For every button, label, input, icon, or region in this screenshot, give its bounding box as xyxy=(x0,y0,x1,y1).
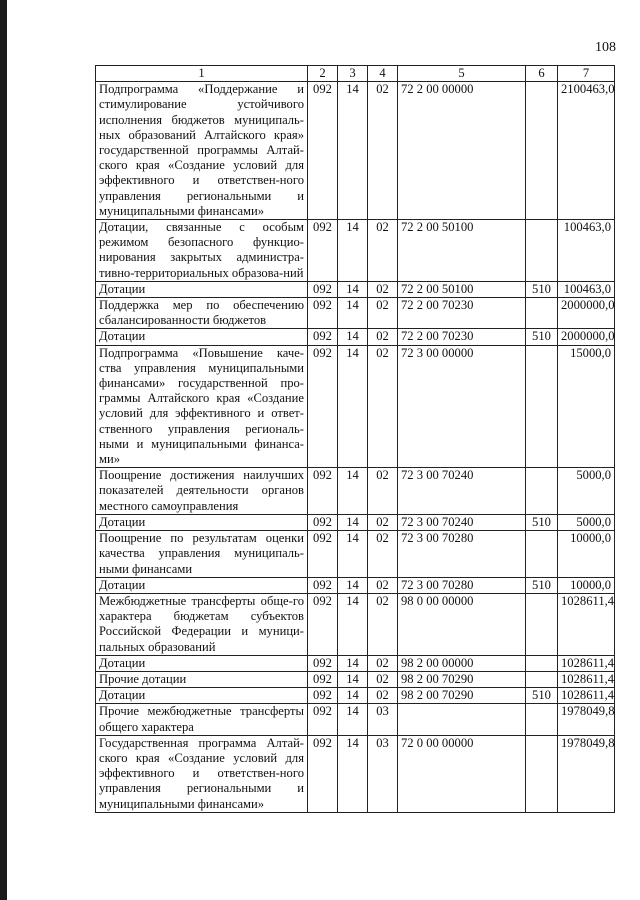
subsection-code: 03 xyxy=(368,704,398,735)
item-name: Прочие межбюджетные трансферты общего характера xyxy=(96,704,308,735)
subsection-code: 02 xyxy=(368,514,398,530)
subsection-code: 02 xyxy=(368,531,398,578)
section-code: 14 xyxy=(338,704,368,735)
page-number: 108 xyxy=(595,40,616,55)
expense-type-code xyxy=(526,593,558,655)
item-name: Дотации xyxy=(96,514,308,530)
ministry-code: 092 xyxy=(308,688,338,704)
target-code: 72 0 00 00000 xyxy=(398,735,526,812)
ministry-code: 092 xyxy=(308,514,338,530)
amount: 1028611,4 xyxy=(558,655,615,671)
subsection-code: 02 xyxy=(368,671,398,687)
header-cell: 1 xyxy=(96,66,308,82)
item-name: Дотации xyxy=(96,655,308,671)
ministry-code: 092 xyxy=(308,671,338,687)
section-code: 14 xyxy=(338,735,368,812)
section-code: 14 xyxy=(338,82,368,220)
section-code: 14 xyxy=(338,531,368,578)
section-code: 14 xyxy=(338,577,368,593)
table-row xyxy=(96,82,615,220)
amount: 100463,0 xyxy=(558,281,615,297)
subsection-code: 02 xyxy=(368,655,398,671)
amount: 2000000,0 xyxy=(558,329,615,345)
budget-table xyxy=(95,65,615,813)
section-code: 14 xyxy=(338,468,368,515)
target-code: 72 2 00 50100 xyxy=(398,220,526,282)
amount: 10000,0 xyxy=(558,531,615,578)
expense-type-code xyxy=(526,531,558,578)
expense-type-code: 510 xyxy=(526,514,558,530)
target-code: 98 2 00 00000 xyxy=(398,655,526,671)
expense-type-code: 510 xyxy=(526,577,558,593)
expense-type-code xyxy=(526,735,558,812)
section-code: 14 xyxy=(338,329,368,345)
target-code: 72 3 00 70240 xyxy=(398,514,526,530)
expense-type-code: 510 xyxy=(526,281,558,297)
table-row xyxy=(96,577,615,593)
amount: 2000000,0 xyxy=(558,298,615,329)
ministry-code: 092 xyxy=(308,298,338,329)
amount: 10000,0 xyxy=(558,577,615,593)
subsection-code: 02 xyxy=(368,298,398,329)
ministry-code: 092 xyxy=(308,735,338,812)
target-code: 98 0 00 00000 xyxy=(398,593,526,655)
header-row xyxy=(96,66,615,82)
target-code: 72 2 00 70230 xyxy=(398,298,526,329)
target-code: 72 2 00 00000 xyxy=(398,82,526,220)
item-name: Прочие дотации xyxy=(96,671,308,687)
section-code: 14 xyxy=(338,281,368,297)
table-row xyxy=(96,468,615,515)
subsection-code: 02 xyxy=(368,345,398,468)
subsection-code: 03 xyxy=(368,735,398,812)
ministry-code: 092 xyxy=(308,468,338,515)
amount: 15000,0 xyxy=(558,345,615,468)
target-code: 72 3 00 00000 xyxy=(398,345,526,468)
expense-type-code xyxy=(526,704,558,735)
target-code: 72 3 00 70280 xyxy=(398,577,526,593)
ministry-code: 092 xyxy=(308,329,338,345)
expense-type-code xyxy=(526,655,558,671)
table-row xyxy=(96,671,615,687)
target-code: 98 2 00 70290 xyxy=(398,688,526,704)
section-code: 14 xyxy=(338,298,368,329)
table-row xyxy=(96,655,615,671)
item-name: Поддержка мер по обеспечению сбалансированности бюджетов xyxy=(96,298,308,329)
amount: 2100463,0 xyxy=(558,82,615,220)
header-cell: 7 xyxy=(558,66,615,82)
table-row xyxy=(96,345,615,468)
section-code: 14 xyxy=(338,671,368,687)
scan-edge xyxy=(0,0,7,900)
subsection-code: 02 xyxy=(368,688,398,704)
table-row xyxy=(96,514,615,530)
expense-type-code xyxy=(526,468,558,515)
item-name: Государственная программа Алтай-ского края «Создание условий для эффективного и ответствен-ного управления региональными и муниципальными финансами» xyxy=(96,735,308,812)
section-code: 14 xyxy=(338,655,368,671)
header-cell: 2 xyxy=(308,66,338,82)
subsection-code: 02 xyxy=(368,593,398,655)
item-name: Поощрение достижения наилучших показателей деятельности органов местного самоуправления xyxy=(96,468,308,515)
subsection-code: 02 xyxy=(368,220,398,282)
amount: 100463,0 xyxy=(558,220,615,282)
ministry-code: 092 xyxy=(308,577,338,593)
table-row xyxy=(96,531,615,578)
table-row xyxy=(96,281,615,297)
ministry-code: 092 xyxy=(308,531,338,578)
amount: 1028611,4 xyxy=(558,688,615,704)
header-cell: 3 xyxy=(338,66,368,82)
item-name: Дотации, связанные с особым режимом безопасного функцио-нирования закрытых администра-тивно-территориальных образова-ний xyxy=(96,220,308,282)
table-row xyxy=(96,704,615,735)
ministry-code: 092 xyxy=(308,593,338,655)
table-row xyxy=(96,593,615,655)
expense-type-code xyxy=(526,82,558,220)
table-row xyxy=(96,220,615,282)
table-row xyxy=(96,735,615,812)
item-name: Дотации xyxy=(96,281,308,297)
table-row xyxy=(96,688,615,704)
target-code: 72 3 00 70280 xyxy=(398,531,526,578)
item-name: Дотации xyxy=(96,688,308,704)
section-code: 14 xyxy=(338,514,368,530)
amount: 1978049,8 xyxy=(558,735,615,812)
item-name: Подпрограмма «Поддержание и стимулирование устойчивого исполнения бюджетов муниципаль-ных образований Алтайского края» государственной программы Алтай-ского края «Создание условий для эффективного и ответствен-ного управления региональными и муниципальными финансами» xyxy=(96,82,308,220)
target-code: 72 2 00 70230 xyxy=(398,329,526,345)
ministry-code: 092 xyxy=(308,82,338,220)
amount: 5000,0 xyxy=(558,514,615,530)
subsection-code: 02 xyxy=(368,577,398,593)
amount: 1978049,8 xyxy=(558,704,615,735)
expense-type-code: 510 xyxy=(526,688,558,704)
header-cell: 6 xyxy=(526,66,558,82)
section-code: 14 xyxy=(338,688,368,704)
subsection-code: 02 xyxy=(368,281,398,297)
expense-type-code xyxy=(526,298,558,329)
ministry-code: 092 xyxy=(308,281,338,297)
amount: 1028611,4 xyxy=(558,593,615,655)
section-code: 14 xyxy=(338,345,368,468)
subsection-code: 02 xyxy=(368,329,398,345)
ministry-code: 092 xyxy=(308,220,338,282)
amount: 5000,0 xyxy=(558,468,615,515)
target-code: 72 3 00 70240 xyxy=(398,468,526,515)
item-name: Поощрение по результатам оценки качества управления муниципаль-ными финансами xyxy=(96,531,308,578)
item-name: Дотации xyxy=(96,329,308,345)
section-code: 14 xyxy=(338,593,368,655)
item-name: Дотации xyxy=(96,577,308,593)
expense-type-code xyxy=(526,220,558,282)
ministry-code: 092 xyxy=(308,345,338,468)
ministry-code: 092 xyxy=(308,704,338,735)
header-cell: 4 xyxy=(368,66,398,82)
expense-type-code xyxy=(526,345,558,468)
item-name: Межбюджетные трансферты обще-го характера бюджетам субъектов Российской Федерации и муници-пальных образований xyxy=(96,593,308,655)
target-code xyxy=(398,704,526,735)
subsection-code: 02 xyxy=(368,82,398,220)
target-code: 72 2 00 50100 xyxy=(398,281,526,297)
section-code: 14 xyxy=(338,220,368,282)
expense-type-code xyxy=(526,671,558,687)
expense-type-code: 510 xyxy=(526,329,558,345)
ministry-code: 092 xyxy=(308,655,338,671)
header-cell: 5 xyxy=(398,66,526,82)
target-code: 98 2 00 70290 xyxy=(398,671,526,687)
subsection-code: 02 xyxy=(368,468,398,515)
table-row xyxy=(96,329,615,345)
amount: 1028611,4 xyxy=(558,671,615,687)
item-name: Подпрограмма «Повышение каче-ства управления муниципальными финансами» государственной про-граммы Алтайского края «Создание условий для эффективного и ответ-ственного управления региональ-ными и муниципальными финанса-ми» xyxy=(96,345,308,468)
table-row xyxy=(96,298,615,329)
